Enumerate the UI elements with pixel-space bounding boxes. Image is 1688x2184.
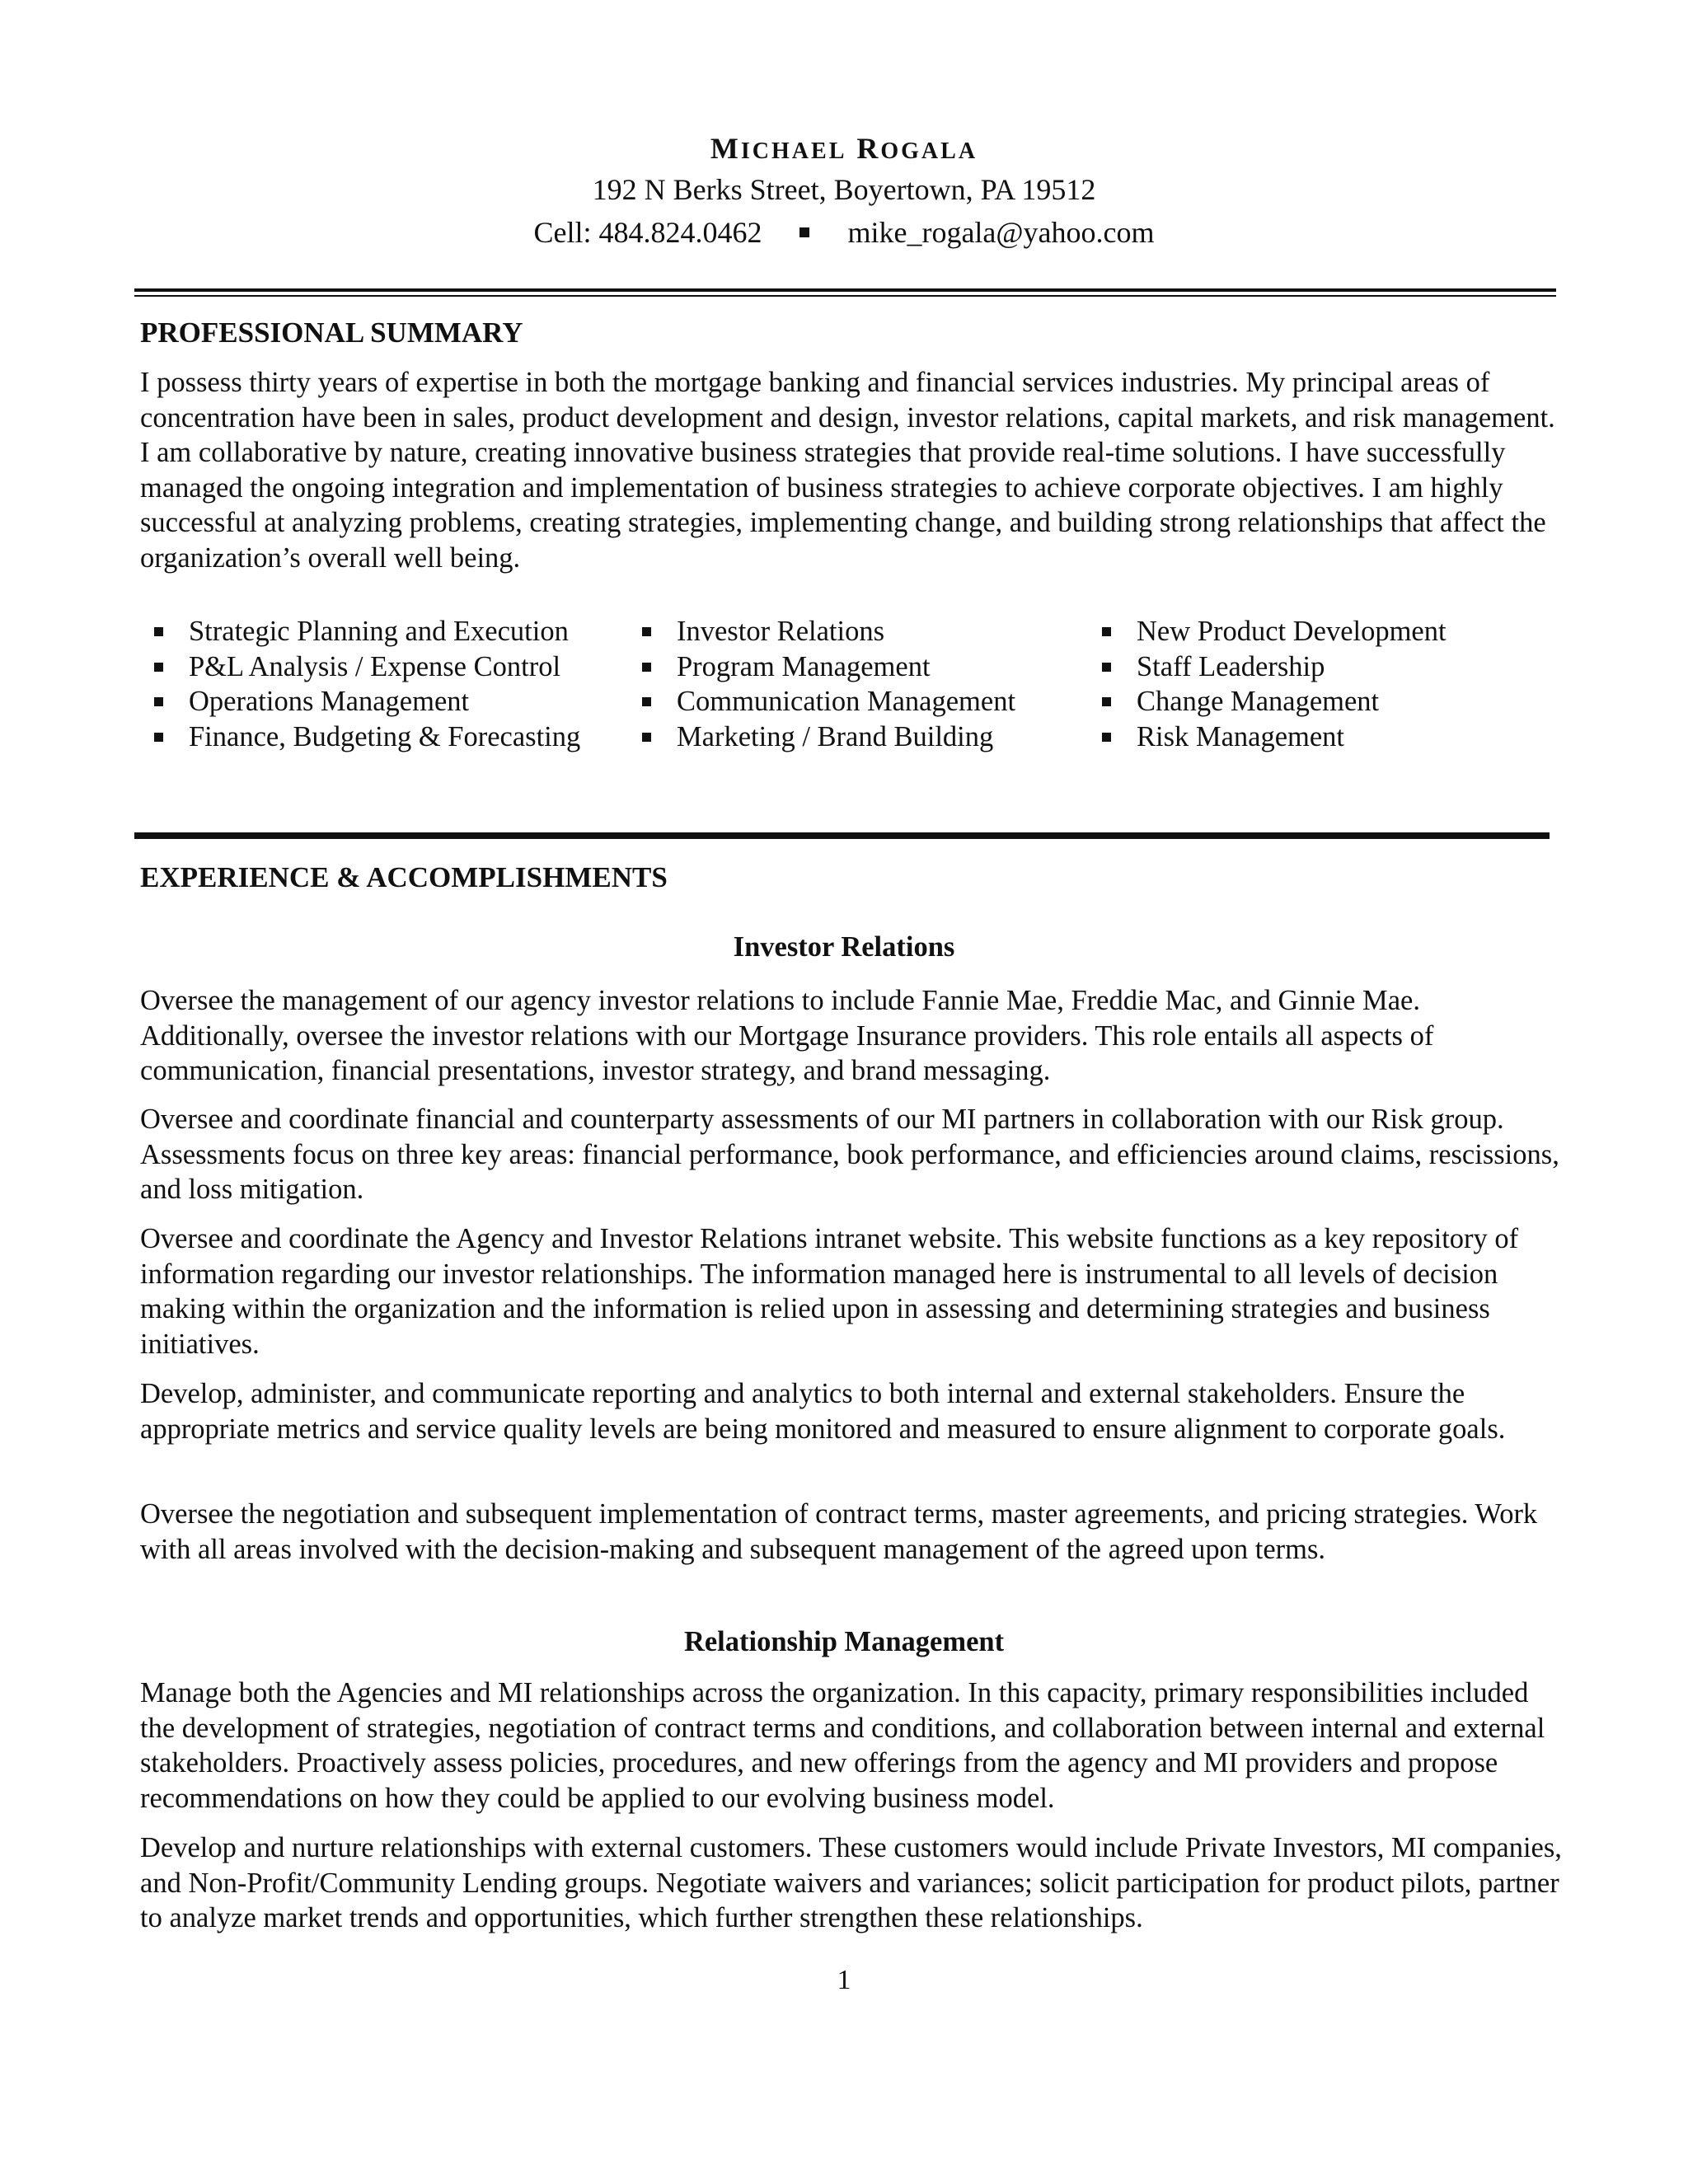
skill-item: Staff Leadership [1102,649,1447,685]
skill-item: Risk Management [1102,719,1447,755]
relationship-management-paragraph: Develop and nurture relationships with external customers. These customers would include Private Investors, MI companies, and Non-Profit/Community Lending groups. Negotiate waivers and variances; solicit participation for product pilots, partner to analyze market trends and opportunities, which further strengthen these relationships. [140,1832,1562,1933]
skill-item: P&L Analysis / Expense Control [154,649,580,685]
summary-heading: PROFESSIONAL SUMMARY [140,316,523,349]
skills-column-1 [154,614,580,754]
email-address: mike_rogala@yahoo.com [847,216,1155,249]
skill-item: Investor Relations [642,614,1015,649]
skills-column-2 [642,614,1015,754]
investor-relations-paragraph: Develop, administer, and communicate reporting and analytics to both internal and external stakeholders. Ensure the appropriate metrics and service quality levels are being monitored and measured to ensure alignment to corporate goals. [140,1378,1506,1445]
name-first-initial: M [710,132,741,165]
candidate-name [0,130,1688,170]
name-first-rest: ICHAEL [740,138,847,164]
cell-phone: Cell: 484.824.0462 [533,216,762,249]
name-last-rest: OGALA [880,138,978,164]
candidate-address: 192 N Berks Street, Boyertown, PA 19512 [592,173,1096,206]
skill-item: New Product Development [1102,614,1447,649]
summary-paragraph: I possess thirty years of expertise in both the mortgage banking and financial services industries. My principal areas of concentration have been in sales, product development and design, investor relations, capital markets, and risk management. I am collaborative by nature, creating innovative business strategies that provide real-time solutions. I have successfully managed the ongoing integration and implementation of business strategies to achieve corporate objectives. I am highly successful at analyzing problems, creating strategies, implementing change, and building strong relationships that affect the organization’s overall well being. [140,367,1555,574]
section-divider [134,832,1550,839]
page-number: 1 [837,1965,851,1995]
investor-relations-paragraph: Oversee and coordinate the Agency and Investor Relations intranet website. This website functions as a key repository of information regarding our investor relationships. The information managed here is instrumental to all levels of decision making within the organization and the information is relied upon in assessing and determining strategies and business initiatives. [140,1223,1519,1360]
investor-relations-subheading: Investor Relations [733,931,955,963]
skill-item: Program Management [642,649,1015,685]
skill-item: Communication Management [642,684,1015,719]
skills-column-3 [1102,614,1447,754]
divider-line-thin [134,295,1556,297]
name-last-initial: R [856,132,881,165]
skill-item: Marketing / Brand Building [642,719,1015,755]
skill-item: Strategic Planning and Execution [154,614,580,649]
skill-item: Change Management [1102,684,1447,719]
investor-relations-paragraph: Oversee the management of our agency investor relations to include Fannie Mae, Freddie Mac, and Ginnie Mae. Additionally, oversee the investor relations with our Mortgage Insurance providers. This role entails all aspects of communication, financial presentations, investor strategy, and brand messaging. [140,985,1434,1086]
investor-relations-paragraph: Oversee and coordinate financial and counterparty assessments of our MI partners in collaboration with our Risk group. Assessments focus on three key areas: financial performance, book performance, and efficiencies around claims, rescissions, and loss mitigation. [140,1104,1559,1205]
relationship-management-subheading: Relationship Management [683,1626,1005,1657]
skill-item: Finance, Budgeting & Forecasting [154,719,580,755]
divider-line-thick [134,288,1556,292]
header-divider [134,288,1556,297]
square-bullet-icon [799,227,809,237]
relationship-management-paragraph: Manage both the Agencies and MI relationships across the organization. In this capacity, primary responsibilities included the development of strategies, negotiation of contract terms and conditions, and collaboration between internal and external stakeholders. Proactively assess policies, procedures, and new offerings from the agency and MI providers and propose recommendations on how they could be applied to our evolving business model. [140,1677,1545,1814]
experience-heading: EXPERIENCE & ACCOMPLISHMENTS [140,861,668,893]
investor-relations-paragraph: Oversee the negotiation and subsequent implementation of contract terms, master agreements, and pricing strategies. Work with all areas involved with the decision-making and subsequent management of the agreed upon terms. [140,1498,1538,1565]
contact-line [0,213,1688,252]
skill-item: Operations Management [154,684,580,719]
